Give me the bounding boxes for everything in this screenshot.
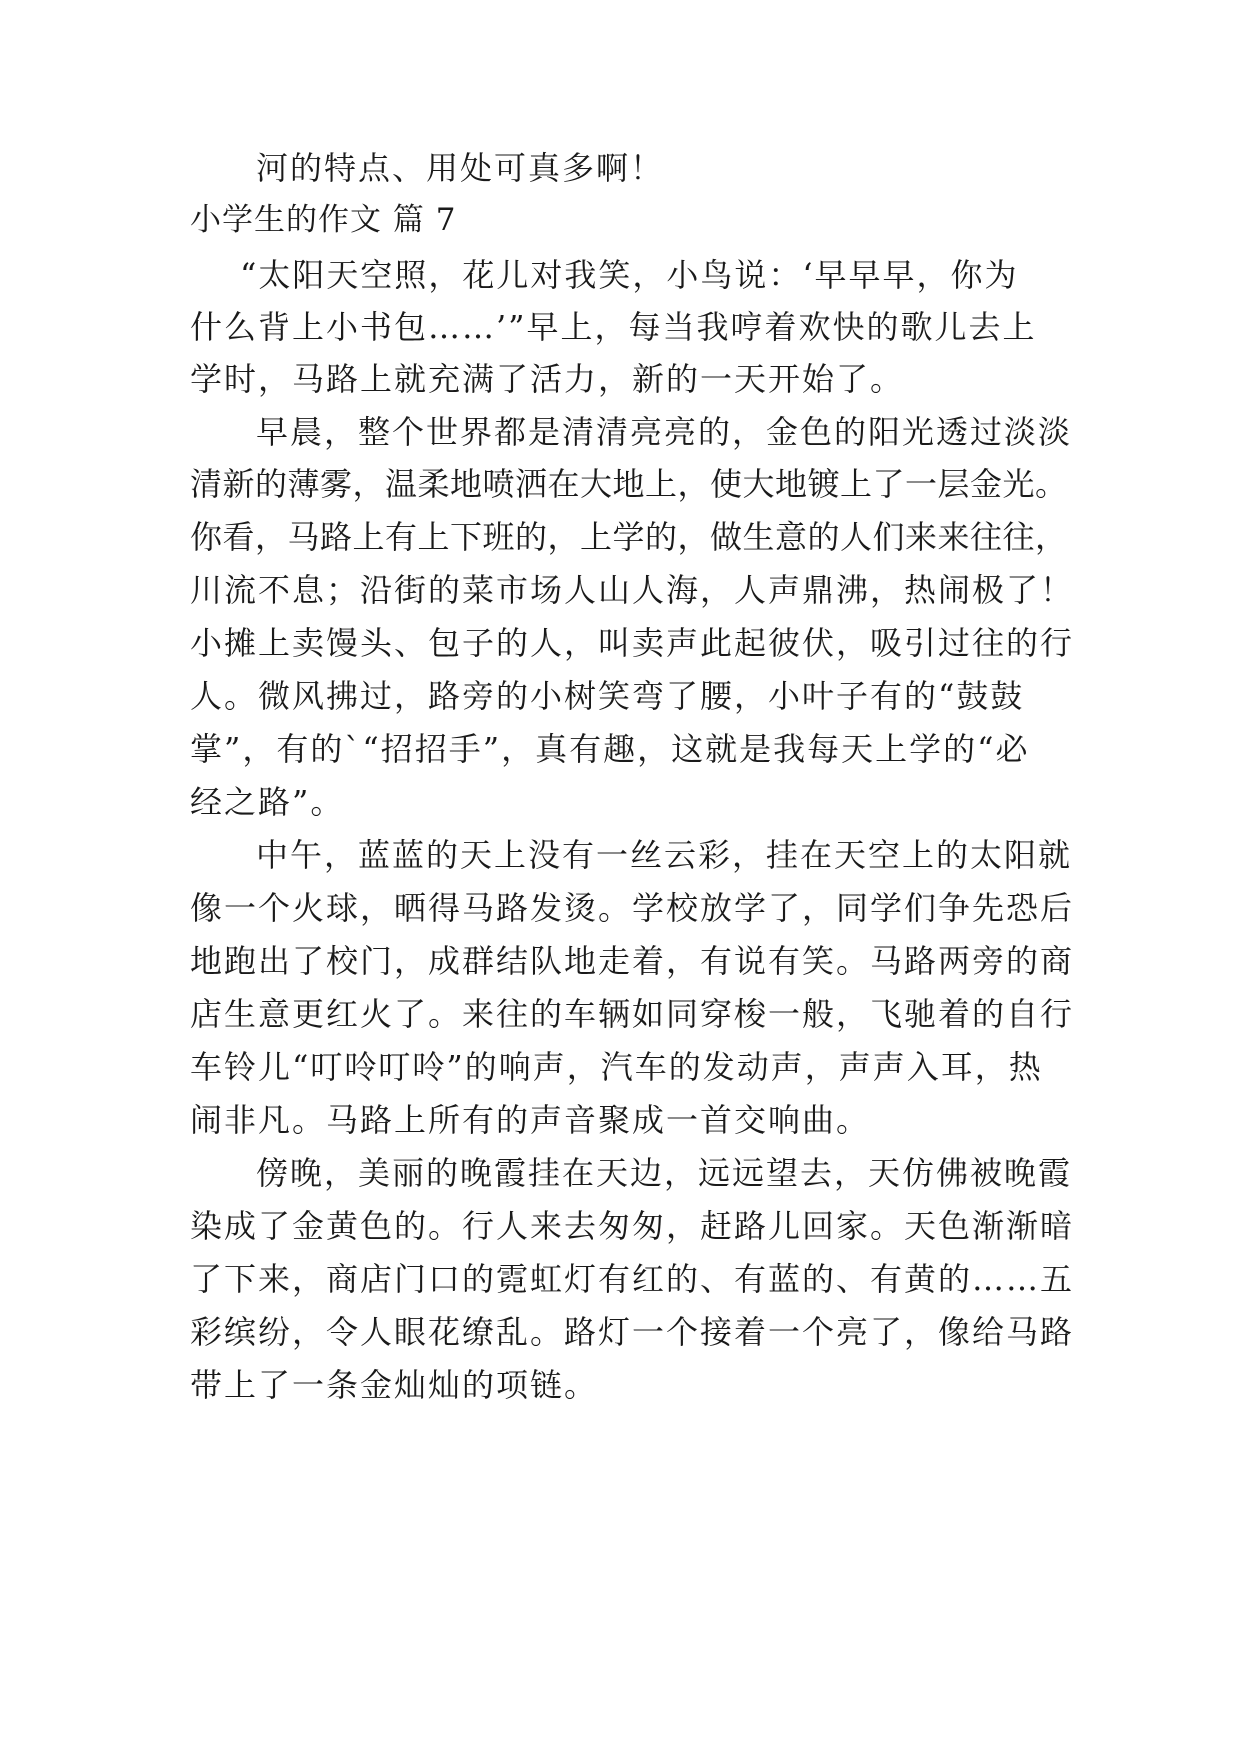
paragraph-3-line-5: 车铃儿“叮呤叮呤”的响声，汽车的发动声，声声入耳，热 xyxy=(190,1048,1043,1086)
paragraph-3-line-4: 店生意更红火了。来往的车辆如同穿梭一般，飞驰着的自行 xyxy=(190,995,1075,1033)
paragraph-1-line-2: 什么背上小书包……’”早上，每当我哼着欢快的歌儿去上 xyxy=(190,308,1037,346)
paragraph-2-line-7: 掌”，有的`“招招手”，真有趣，这就是我每天上学的“必 xyxy=(190,730,1030,768)
paragraph-3-line-1: 中午，蓝蓝的天上没有一丝云彩，挂在天空上的太阳就 xyxy=(256,836,1073,874)
paragraph-2-line-4: 川流不息；沿街的菜市场人山人海，人声鼎沸，热闹极了！ xyxy=(190,571,1075,609)
paragraph-4-line-4: 彩缤纷，令人眼花缭乱。路灯一个接着一个亮了，像给马路 xyxy=(190,1313,1075,1351)
paragraph-4-line-2: 染成了金黄色的。行人来去匆匆，赶路儿回家。天色渐渐暗 xyxy=(190,1207,1075,1245)
paragraph-1-line-3: 学时，马路上就充满了活力，新的一天开始了。 xyxy=(190,360,905,398)
paragraph-1-line-1: “太阳天空照，花儿对我笑，小鸟说：‘早早早，你为 xyxy=(240,256,1019,294)
paragraph-2-line-6: 人。微风拂过，路旁的小树笑弯了腰，小叶子有的“鼓鼓 xyxy=(190,677,1025,715)
paragraph-2-line-8: 经之路”。 xyxy=(190,783,345,821)
paragraph-2-line-2: 清新的薄雾，温柔地喷洒在大地上，使大地镀上了一层金光。 xyxy=(190,465,1068,503)
paragraph-3-line-2: 像一个火球，晒得马路发烫。学校放学了，同学们争先恐后 xyxy=(190,889,1075,927)
paragraph-2-line-5: 小摊上卖馒头、包子的人，叫卖声此起彼伏，吸引过往的行 xyxy=(190,624,1075,662)
paragraph-3-line-3: 地跑出了校门，成群结队地走着，有说有笑。马路两旁的商 xyxy=(190,942,1075,980)
paragraph-2-line-3: 你看，马路上有上下班的，上学的，做生意的人们来来往往， xyxy=(190,518,1068,556)
essay-title: 小学生的作文 篇 7 xyxy=(190,202,457,238)
continuation-line: 河的特点、用处可真多啊！ xyxy=(256,149,665,187)
paragraph-4-line-3: 了下来，商店门口的霓虹灯有红的、有蓝的、有黄的……五 xyxy=(190,1260,1075,1298)
paragraph-4-line-1: 傍晚，美丽的晚霞挂在天边，远远望去，天仿佛被晚霞 xyxy=(256,1154,1073,1192)
paragraph-2-line-1: 早晨，整个世界都是清清亮亮的，金色的阳光透过淡淡 xyxy=(256,413,1073,451)
paragraph-3-line-6: 闹非凡。马路上所有的声音聚成一首交响曲。 xyxy=(190,1101,871,1139)
paragraph-4-line-5: 带上了一条金灿灿的项链。 xyxy=(190,1366,599,1404)
